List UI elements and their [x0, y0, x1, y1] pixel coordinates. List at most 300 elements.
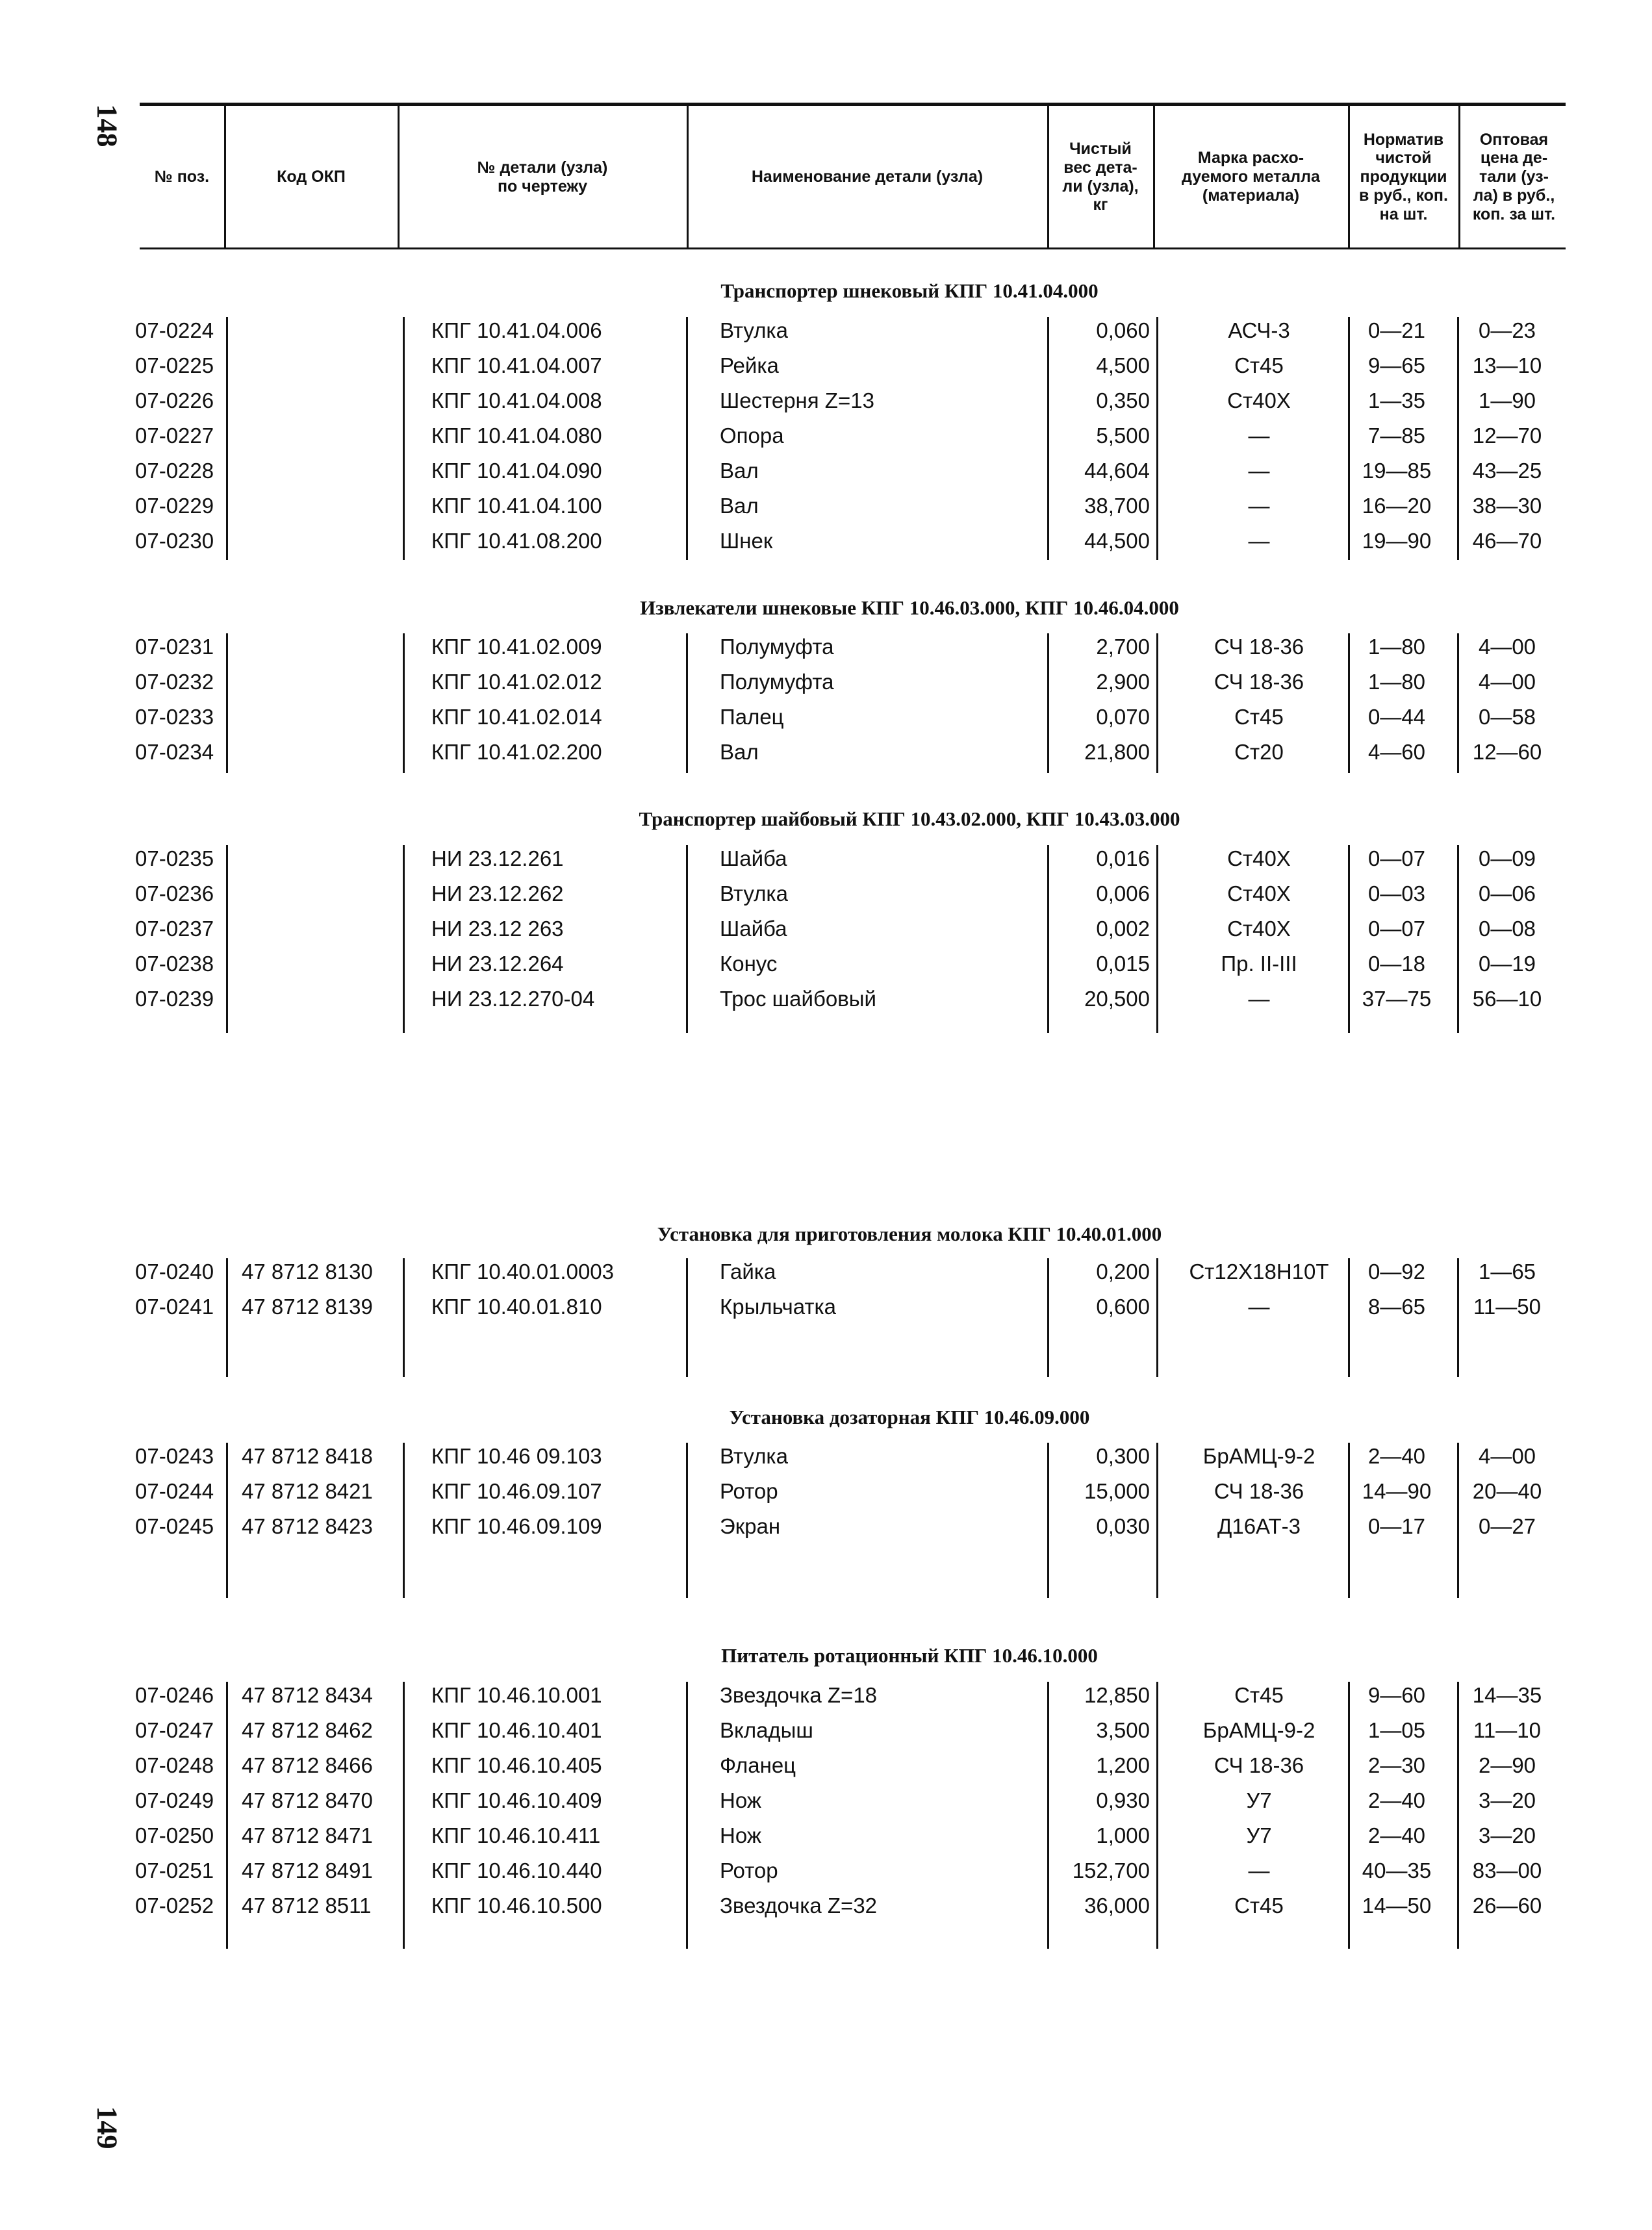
cell-production-norm: 9—65 [1367, 353, 1426, 377]
cell-production-norm: 0—18 [1367, 952, 1426, 976]
cell-wholesale-price: 0—27 [1478, 1514, 1536, 1538]
cell-pos: 07-0232 [135, 670, 214, 694]
column-rule [1457, 633, 1459, 773]
cell-material-grade: Ст45 [1234, 1683, 1284, 1707]
cell-pos: 07-0251 [135, 1858, 214, 1882]
cell-material-grade: Ст40Х [1227, 881, 1291, 906]
table-row [0, 1509, 1652, 1544]
cell-okp-code: 47 8712 8511 [242, 1894, 372, 1918]
cell-production-norm: 2—40 [1367, 1788, 1426, 1812]
cell-detail-name: Втулка [720, 881, 788, 906]
cell-detail-number: КПГ 10.46.10.401 [431, 1718, 602, 1742]
cell-material-grade: Ст40Х [1227, 846, 1291, 870]
cell-okp-code: 47 8712 8130 [242, 1260, 373, 1284]
cell-detail-name: Фланец [720, 1753, 796, 1777]
cell-pos: 07-0234 [135, 740, 214, 764]
cell-detail-name: Вал [720, 494, 759, 518]
cell-production-norm: 1—80 [1367, 670, 1426, 694]
cell-detail-number: КПГ 10.46.09.107 [431, 1479, 602, 1503]
cell-pos: 07-0228 [135, 459, 214, 483]
cell-pos: 07-0244 [135, 1479, 214, 1503]
cell-detail-number: НИ 23.12.270-04 [431, 987, 595, 1011]
table-row [0, 665, 1652, 700]
column-rule [686, 1682, 688, 1949]
cell-production-norm: 1—35 [1367, 388, 1426, 412]
cell-material-grade: АСЧ-3 [1228, 318, 1290, 342]
cell-detail-number: КПГ 10.41.04.080 [431, 424, 602, 448]
cell-pos: 07-0239 [135, 987, 214, 1011]
section-title: Установка дозаторная КПГ 10.46.09.000 [729, 1406, 1090, 1428]
cell-wholesale-price: 83—00 [1472, 1858, 1542, 1882]
table-row [0, 1289, 1652, 1324]
table-row [0, 1853, 1652, 1888]
cell-detail-number: КПГ 10.41.02.014 [431, 705, 602, 729]
cell-production-norm: 1—05 [1367, 1718, 1426, 1742]
cell-net-weight: 0,600 [1096, 1295, 1150, 1319]
section-title: Транспортер шнековый КПГ 10.41.04.000 [720, 279, 1099, 302]
cell-detail-number: КПГ 10.46.09.109 [431, 1514, 602, 1538]
column-rule [403, 845, 405, 1033]
header-weight-line: Чистый [1069, 140, 1132, 158]
cell-production-norm: 0—07 [1367, 846, 1426, 870]
column-rule [1156, 845, 1158, 1033]
column-rule [403, 317, 405, 560]
column-rule [226, 633, 228, 773]
header-material-line: дуемого металла [1182, 168, 1320, 186]
cell-material-grade: СЧ 18-36 [1214, 1753, 1304, 1777]
cell-wholesale-price: 0—23 [1478, 318, 1536, 342]
cell-okp-code: 47 8712 8421 [242, 1479, 373, 1503]
cell-material-grade: БрАМЦ-9-2 [1202, 1444, 1315, 1468]
cell-detail-name: Втулка [720, 1444, 788, 1468]
cell-production-norm: 0—21 [1367, 318, 1426, 342]
cell-pos: 07-0225 [135, 353, 214, 377]
cell-pos: 07-0226 [135, 388, 214, 412]
cell-detail-name: Шайба [720, 917, 787, 941]
table-row [0, 453, 1652, 488]
cell-net-weight: 0,930 [1096, 1788, 1150, 1812]
cell-pos: 07-0233 [135, 705, 214, 729]
cell-material-grade: — [1248, 529, 1270, 553]
cell-wholesale-price: 14—35 [1472, 1683, 1542, 1707]
column-rule [1457, 1443, 1459, 1598]
cell-material-grade: — [1248, 1858, 1270, 1882]
table-row [0, 841, 1652, 876]
cell-net-weight: 5,500 [1096, 424, 1150, 448]
cell-detail-name: Вкладыш [720, 1718, 813, 1742]
cell-pos: 07-0250 [135, 1823, 214, 1847]
cell-production-norm: 14—90 [1362, 1479, 1432, 1503]
header-norm-line: Норматив [1363, 130, 1444, 149]
header-weight [1049, 110, 1152, 244]
table-row [0, 1474, 1652, 1509]
header-price-line: цена де- [1480, 149, 1548, 168]
header-detail-no-line: по чертежу [497, 177, 588, 196]
cell-detail-name: Конус [720, 952, 778, 976]
header-price-line: Оптовая [1479, 130, 1549, 149]
cell-pos: 07-0236 [135, 881, 214, 906]
cell-wholesale-price: 3—20 [1478, 1823, 1536, 1847]
column-rule [686, 317, 688, 560]
cell-net-weight: 38,700 [1084, 494, 1150, 518]
cell-detail-number: КПГ 10.46.10.411 [431, 1823, 601, 1847]
cell-material-grade: Ст45 [1234, 1894, 1284, 1918]
cell-wholesale-price: 0—58 [1478, 705, 1536, 729]
column-rule [1348, 1682, 1350, 1949]
column-rule [1047, 633, 1049, 773]
header-top-rule [140, 103, 1566, 106]
cell-detail-number: КПГ 10.46 09.103 [431, 1444, 602, 1468]
cell-wholesale-price: 11—50 [1473, 1295, 1541, 1319]
cell-wholesale-price: 0—09 [1478, 846, 1536, 870]
cell-material-grade: Ст20 [1234, 740, 1284, 764]
cell-net-weight: 15,000 [1084, 1479, 1150, 1503]
cell-detail-number: НИ 23.12 263 [431, 917, 564, 941]
cell-production-norm: 19—90 [1362, 529, 1432, 553]
cell-pos: 07-0229 [135, 494, 214, 518]
cell-production-norm: 0—07 [1367, 917, 1426, 941]
header-material-line: Марка расхо- [1197, 149, 1304, 168]
table-row [0, 1748, 1652, 1783]
cell-okp-code: 47 8712 8434 [242, 1683, 373, 1707]
cell-pos: 07-0247 [135, 1718, 214, 1742]
column-rule [1156, 633, 1158, 773]
cell-detail-name: Трос шайбовый [720, 987, 876, 1011]
cell-material-grade: У7 [1246, 1788, 1272, 1812]
column-rule [1047, 845, 1049, 1033]
cell-production-norm: 19—85 [1362, 459, 1432, 483]
section-title: Установка для приготовления молока КПГ 10.40.01.000 [657, 1223, 1162, 1245]
cell-detail-number: КПГ 10.46.10.405 [431, 1753, 602, 1777]
cell-production-norm: 7—85 [1367, 424, 1426, 448]
cell-net-weight: 0,300 [1096, 1444, 1150, 1468]
table-row [0, 524, 1652, 559]
column-rule [686, 1258, 688, 1377]
cell-wholesale-price: 0—19 [1478, 952, 1536, 976]
header-norm [1350, 110, 1457, 244]
cell-material-grade: Ст40Х [1227, 917, 1291, 941]
cell-production-norm: 0—17 [1367, 1514, 1426, 1538]
cell-net-weight: 20,500 [1084, 987, 1150, 1011]
cell-wholesale-price: 38—30 [1472, 494, 1542, 518]
header-norm-line: чистой [1375, 149, 1432, 168]
column-rule [1348, 1443, 1350, 1598]
cell-okp-code: 47 8712 8423 [242, 1514, 373, 1538]
section-title: Извлекатели шнековые КПГ 10.46.03.000, КПГ 10.46.04.000 [640, 596, 1179, 619]
cell-production-norm: 2—40 [1367, 1444, 1426, 1468]
cell-production-norm: 9—60 [1367, 1683, 1426, 1707]
cell-detail-name: Нож [720, 1823, 761, 1847]
column-rule [1047, 1258, 1049, 1377]
page-number-bottom: 149 [91, 2106, 123, 2149]
cell-wholesale-price: 43—25 [1472, 459, 1542, 483]
column-rule [686, 845, 688, 1033]
cell-wholesale-price: 13—10 [1472, 353, 1542, 377]
cell-net-weight: 0,015 [1096, 952, 1150, 976]
cell-detail-number: КПГ 10.41.02.200 [431, 740, 602, 764]
cell-detail-name: Опора [720, 424, 784, 448]
header-okp-label: Код ОКП [277, 168, 346, 186]
cell-detail-name: Нож [720, 1788, 761, 1812]
cell-material-grade: У7 [1246, 1823, 1272, 1847]
cell-detail-name: Рейка [720, 353, 779, 377]
header-okp [226, 110, 396, 244]
column-rule [1156, 1682, 1158, 1949]
header-weight-line: кг [1093, 196, 1108, 214]
header-price-line: ла) в руб., [1473, 186, 1555, 205]
cell-detail-number: КПГ 10.41.04.008 [431, 388, 602, 412]
column-rule [1156, 317, 1158, 560]
header-norm-line: продукции [1360, 168, 1447, 186]
column-rule [1457, 1258, 1459, 1377]
cell-detail-name: Втулка [720, 318, 788, 342]
cell-pos: 07-0243 [135, 1444, 214, 1468]
cell-net-weight: 12,850 [1084, 1683, 1150, 1707]
cell-detail-name: Шнек [720, 529, 773, 553]
cell-material-grade: — [1248, 494, 1270, 518]
header-detail-no [400, 110, 685, 244]
cell-production-norm: 0—03 [1367, 881, 1426, 906]
column-rule [1348, 1258, 1350, 1377]
cell-okp-code: 47 8712 8470 [242, 1788, 373, 1812]
cell-detail-name: Шайба [720, 846, 787, 870]
cell-pos: 07-0252 [135, 1894, 214, 1918]
cell-pos: 07-0249 [135, 1788, 214, 1812]
cell-detail-name: Гайка [720, 1260, 776, 1284]
cell-material-grade: СЧ 18-36 [1214, 1479, 1304, 1503]
cell-wholesale-price: 0—08 [1478, 917, 1536, 941]
cell-material-grade: Ст45 [1234, 705, 1284, 729]
cell-detail-name: Крыльчатка [720, 1295, 836, 1319]
cell-net-weight: 0,002 [1096, 917, 1150, 941]
header-bottom-rule [140, 247, 1566, 249]
column-rule [1348, 317, 1350, 560]
cell-net-weight: 4,500 [1096, 353, 1150, 377]
cell-material-grade: Ст40Х [1227, 388, 1291, 412]
cell-detail-number: КПГ 10.46.10.001 [431, 1683, 602, 1707]
table-row [0, 1818, 1652, 1853]
column-rule [403, 633, 405, 773]
column-rule [226, 845, 228, 1033]
column-rule [1348, 845, 1350, 1033]
column-rule [1457, 317, 1459, 560]
cell-net-weight: 3,500 [1096, 1718, 1150, 1742]
column-rule [1348, 633, 1350, 773]
cell-net-weight: 36,000 [1084, 1894, 1150, 1918]
cell-detail-name: Палец [720, 705, 784, 729]
cell-wholesale-price: 1—65 [1478, 1260, 1536, 1284]
header-name [689, 110, 1046, 244]
cell-wholesale-price: 4—00 [1478, 670, 1536, 694]
cell-wholesale-price: 1—90 [1478, 388, 1536, 412]
cell-net-weight: 0,016 [1096, 846, 1150, 870]
table-row [0, 383, 1652, 418]
column-rule [1457, 845, 1459, 1033]
cell-detail-number: КПГ 10.46.10.500 [431, 1894, 602, 1918]
cell-wholesale-price: 11—10 [1473, 1718, 1541, 1742]
header-material-line: (материала) [1202, 186, 1300, 205]
cell-wholesale-price: 12—60 [1472, 740, 1542, 764]
cell-production-norm: 37—75 [1362, 987, 1432, 1011]
cell-wholesale-price: 3—20 [1478, 1788, 1536, 1812]
cell-wholesale-price: 46—70 [1472, 529, 1542, 553]
column-rule [226, 1258, 228, 1377]
cell-net-weight: 21,800 [1084, 740, 1150, 764]
column-rule [1156, 1258, 1158, 1377]
cell-net-weight: 0,070 [1096, 705, 1150, 729]
table-row [0, 735, 1652, 770]
cell-pos: 07-0230 [135, 529, 214, 553]
cell-material-grade: — [1248, 424, 1270, 448]
cell-net-weight: 44,500 [1084, 529, 1150, 553]
cell-detail-number: КПГ 10.41.04.006 [431, 318, 602, 342]
cell-detail-name: Ротор [720, 1858, 778, 1882]
cell-pos: 07-0231 [135, 635, 214, 659]
cell-wholesale-price: 12—70 [1472, 424, 1542, 448]
cell-wholesale-price: 4—00 [1478, 1444, 1536, 1468]
cell-detail-number: КПГ 10.41.02.009 [431, 635, 602, 659]
column-rule [226, 1443, 228, 1598]
cell-okp-code: 47 8712 8418 [242, 1444, 373, 1468]
section-title: Питатель ротационный КПГ 10.46.10.000 [721, 1644, 1098, 1667]
header-weight-line: вес дета- [1063, 158, 1137, 177]
column-rule [686, 1443, 688, 1598]
cell-pos: 07-0238 [135, 952, 214, 976]
cell-detail-number: НИ 23.12.262 [431, 881, 564, 906]
cell-wholesale-price: 26—60 [1472, 1894, 1542, 1918]
cell-pos: 07-0240 [135, 1260, 214, 1284]
cell-wholesale-price: 4—00 [1478, 635, 1536, 659]
header-material [1155, 110, 1347, 244]
cell-production-norm: 0—44 [1367, 705, 1426, 729]
cell-material-grade: СЧ 18-36 [1214, 635, 1304, 659]
cell-pos: 07-0241 [135, 1295, 214, 1319]
cell-pos: 07-0245 [135, 1514, 214, 1538]
column-rule [1047, 317, 1049, 560]
cell-detail-number: КПГ 10.41.04.007 [431, 353, 602, 377]
cell-okp-code: 47 8712 8462 [242, 1718, 373, 1742]
cell-detail-number: КПГ 10.41.08.200 [431, 529, 602, 553]
section-title: Транспортер шайбовый КПГ 10.43.02.000, КПГ 10.43.03.000 [639, 807, 1180, 830]
cell-pos: 07-0227 [135, 424, 214, 448]
cell-net-weight: 0,060 [1096, 318, 1150, 342]
cell-detail-number: НИ 23.12.264 [431, 952, 564, 976]
table-row [0, 1713, 1652, 1748]
cell-detail-number: КПГ 10.46.10.440 [431, 1858, 602, 1882]
table-row [0, 1439, 1652, 1474]
header-pos-label: № поз. [154, 168, 210, 186]
table-row [0, 700, 1652, 735]
column-rule [1457, 1682, 1459, 1949]
cell-okp-code: 47 8712 8466 [242, 1753, 373, 1777]
header-price-line: тали (уз- [1479, 168, 1549, 186]
header-name-label: Наименование детали (узла) [751, 168, 984, 186]
cell-detail-name: Шестерня Z=13 [720, 388, 874, 412]
cell-production-norm: 2—40 [1367, 1823, 1426, 1847]
cell-production-norm: 4—60 [1367, 740, 1426, 764]
header-weight-line: ли (узла), [1062, 177, 1139, 196]
cell-material-grade: Ст45 [1234, 353, 1284, 377]
cell-detail-number: КПГ 10.41.02.012 [431, 670, 602, 694]
cell-net-weight: 2,900 [1096, 670, 1150, 694]
table-row [0, 488, 1652, 524]
table-row [0, 911, 1652, 946]
cell-net-weight: 0,006 [1096, 881, 1150, 906]
cell-net-weight: 152,700 [1072, 1858, 1150, 1882]
cell-material-grade: БрАМЦ-9-2 [1202, 1718, 1315, 1742]
cell-material-grade: Пр. II-III [1221, 952, 1297, 976]
header-price-line: коп. за шт. [1472, 205, 1556, 223]
cell-detail-name: Звездочка Z=32 [720, 1894, 878, 1918]
cell-material-grade: Ст12Х18Н10Т [1189, 1260, 1329, 1284]
cell-net-weight: 0,350 [1096, 388, 1150, 412]
cell-detail-name: Ротор [720, 1479, 778, 1503]
cell-pos: 07-0224 [135, 318, 214, 342]
cell-pos: 07-0237 [135, 917, 214, 941]
header-norm-line: в руб., коп. [1359, 186, 1448, 205]
table-row [0, 876, 1652, 911]
table-row [0, 1888, 1652, 1923]
cell-detail-name: Вал [720, 740, 759, 764]
column-rule [403, 1443, 405, 1598]
column-rule [1156, 1443, 1158, 1598]
cell-detail-number: НИ 23.12.261 [431, 846, 564, 870]
cell-production-norm: 8—65 [1367, 1295, 1426, 1319]
cell-pos: 07-0235 [135, 846, 214, 870]
cell-material-grade: — [1248, 1295, 1270, 1319]
table-row [0, 313, 1652, 348]
table-row [0, 982, 1652, 1017]
column-rule [1047, 1682, 1049, 1949]
cell-detail-name: Звездочка Z=18 [720, 1683, 878, 1707]
cell-detail-number: КПГ 10.41.04.090 [431, 459, 602, 483]
table-row [0, 946, 1652, 982]
cell-production-norm: 1—80 [1367, 635, 1426, 659]
cell-net-weight: 1,200 [1096, 1753, 1150, 1777]
cell-material-grade: СЧ 18-36 [1214, 670, 1304, 694]
header-price [1460, 110, 1568, 244]
header-pos [140, 110, 224, 244]
cell-wholesale-price: 20—40 [1472, 1479, 1542, 1503]
table-row [0, 1678, 1652, 1713]
column-rule [403, 1682, 405, 1949]
cell-net-weight: 0,200 [1096, 1260, 1150, 1284]
cell-detail-number: КПГ 10.46.10.409 [431, 1788, 602, 1812]
table-row [0, 1783, 1652, 1818]
cell-okp-code: 47 8712 8139 [242, 1295, 373, 1319]
cell-production-norm: 40—35 [1362, 1858, 1432, 1882]
cell-material-grade: — [1248, 987, 1270, 1011]
cell-material-grade: — [1248, 459, 1270, 483]
cell-net-weight: 1,000 [1096, 1823, 1150, 1847]
cell-detail-number: КПГ 10.40.01.0003 [431, 1260, 615, 1284]
header-norm-line: на шт. [1379, 205, 1428, 223]
page-number-top: 148 [91, 104, 123, 147]
cell-net-weight: 0,030 [1096, 1514, 1150, 1538]
header-detail-no-line: № детали (узла) [477, 158, 608, 177]
column-rule [1047, 1443, 1049, 1598]
cell-wholesale-price: 2—90 [1478, 1753, 1536, 1777]
cell-detail-number: КПГ 10.41.04.100 [431, 494, 602, 518]
table-row [0, 629, 1652, 665]
cell-production-norm: 16—20 [1362, 494, 1432, 518]
column-rule [686, 633, 688, 773]
cell-detail-name: Полумуфта [720, 670, 834, 694]
cell-production-norm: 14—50 [1362, 1894, 1432, 1918]
cell-detail-name: Полумуфта [720, 635, 834, 659]
cell-pos: 07-0248 [135, 1753, 214, 1777]
cell-detail-name: Вал [720, 459, 759, 483]
